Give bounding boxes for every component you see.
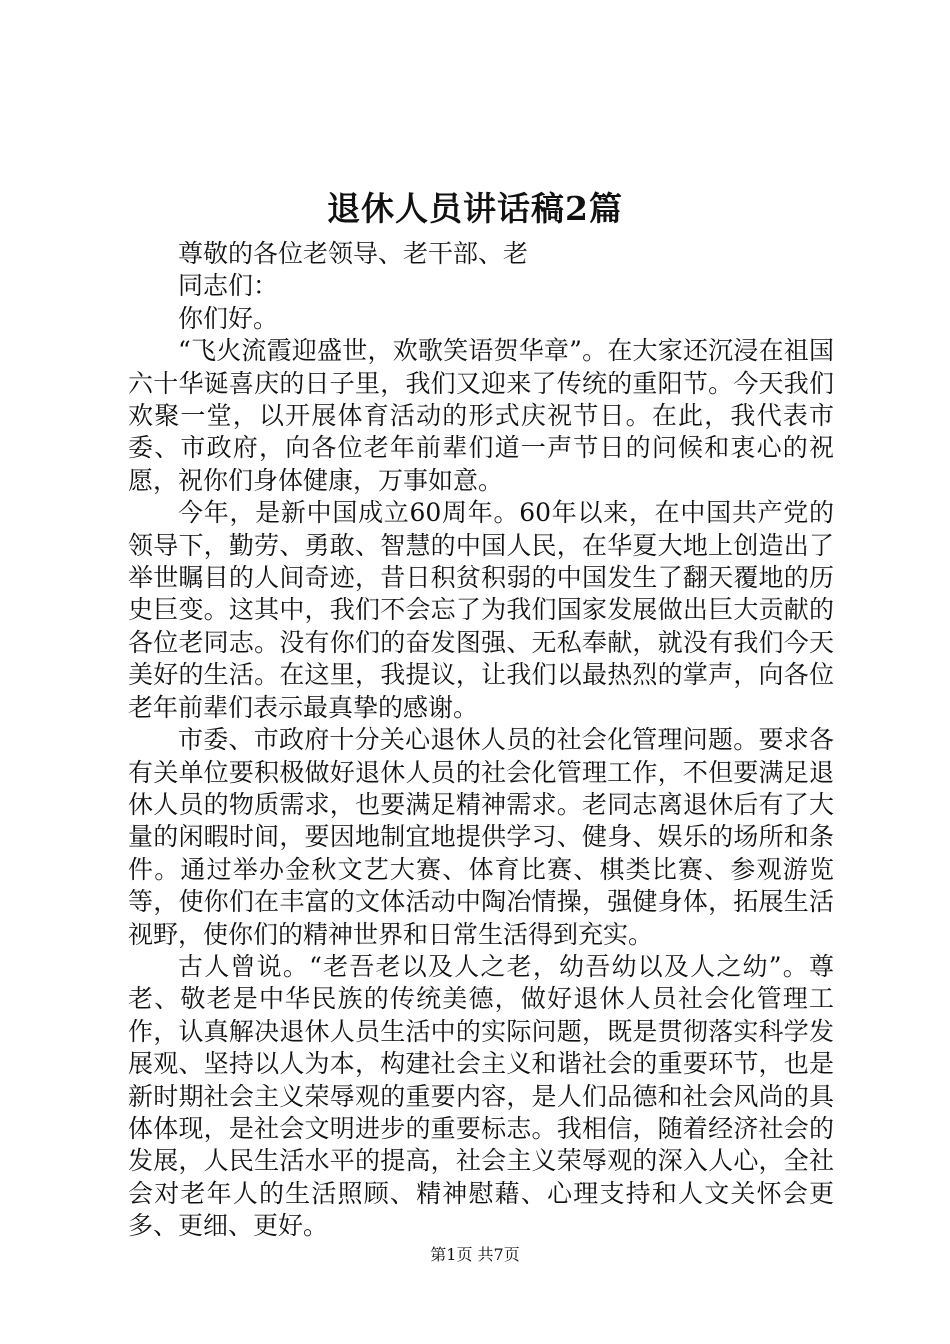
body-paragraph: 古人曾说。“老吾老以及人之老，幼吾幼以及人之幼”。尊老、敬老是中华民族的传统美德，做好退休人员社会化管理工作，认真解决退休人员生活中的实际问题，既是贯彻落实科学发展观、坚持以人为本，构建社会主义和谐社会的重要环节，也是新时期社会主义荣辱观的重要内容，是人们品德和社会风尚的具体体现，是社会文明进步的重要标志。我相信，随着经济社会的发展，人民生活水平的提高，社会主义荣辱观的深入人心，全社会对老年人的生活照顾、精神慰藉、心理支持和人文关怀会更多、更细、更好。 bbox=[128, 951, 834, 1241]
greeting-line: 你们好。 bbox=[178, 303, 279, 333]
body-paragraph: 市委、市政府十分关心退休人员的社会化管理问题。要求各有关单位要积极做好退休人员的社会化管理工作，不但要满足退休人员的物质需求，也要满足精神需求。老同志离退休后有了大量的闲暇时间，要因地制宜地提供学习、健身、娱乐的场所和条件。通过举办金秋文艺大赛、体育比赛、棋类比赛、参观游览等，使你们在丰富的文体活动中陶冶情操，强健身体，拓展生活视野，使你们的精神世界和日常生活得到充实。 bbox=[128, 725, 834, 949]
body-paragraph: 今年，是新中国成立60周年。60年以来，在中国共产党的领导下，勤劳、勇敢、智慧的中国人民，在华夏大地上创造出了举世瞩目的人间奇迹，昔日积贫积弱的中国发生了翻天覆地的历史巨变。这其中，我们不会忘了为我们国家发展做出巨大贡献的各位老同志。没有你们的奋发图强、无私奉献，就没有我们今天美好的生活。在这里，我提议，让我们以最热烈的掌声，向各位老年前辈们表示最真挚的感谢。 bbox=[128, 498, 834, 722]
salutation-line-2: 同志们： bbox=[178, 271, 279, 301]
salutation-line-1: 尊敬的各位老领导、老干部、老 bbox=[178, 239, 529, 268]
body-paragraph: “飞火流霞迎盛世，欢歌笑语贺华章”。在大家还沉浸在祖国六十华诞喜庆的日子里，我们又迎来了传统的重阳节。今天我们欢聚一堂，以开展体育活动的形式庆祝节日。在此，我代表市委、市政府，向各位老年前辈们道一声节日的问候和衷心的祝愿，祝你们身体健康，万事如意。 bbox=[128, 336, 834, 495]
page-footer: 第1页 共7页 bbox=[430, 1245, 520, 1264]
document-title: 退休人员讲话稿2篇 bbox=[327, 189, 623, 228]
document-body bbox=[128, 238, 834, 1243]
